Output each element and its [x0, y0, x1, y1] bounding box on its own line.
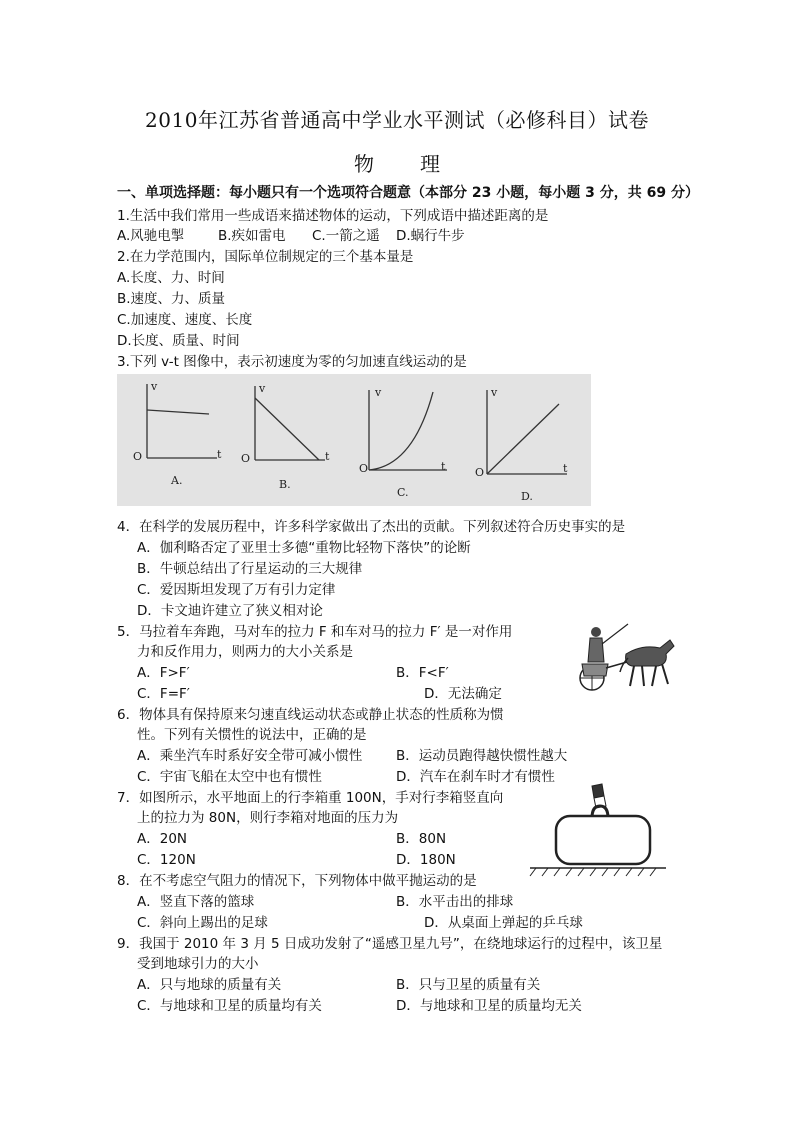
q6-option-b: B．运动员跑得越快惯性越大: [396, 748, 568, 764]
q7-option-b: B．80N: [396, 831, 447, 847]
graph-c-label: C.: [397, 486, 409, 499]
q5-option-b: B．F<F′: [396, 665, 449, 681]
graph-c-v-label: v: [375, 386, 382, 399]
q8-stem: 8．在不考虑空气阻力的情况下，下列物体中做平抛运动的是: [117, 873, 477, 889]
q1-stem: 1.生活中我们常用一些成语来描述物体的运动，下列成语中描述距离的是: [117, 208, 549, 224]
graph-d-origin: O: [475, 466, 485, 479]
q9-option-a: A．只与地球的质量有关: [137, 977, 282, 993]
q7-option-a: A．20N: [137, 831, 188, 847]
graph-d: [471, 374, 589, 506]
q5-stem-line1: 5．马拉着车奔跑，马对车的拉力 F 和车对马的拉力 F′ 是一对作用: [117, 624, 513, 640]
vt-graphs-figure: [117, 374, 591, 506]
q5-option-a: A．F>F′: [137, 665, 190, 681]
q1-option-b: B.疾如雷电: [218, 228, 286, 244]
q7-stem-line1: 7．如图所示，水平地面上的行李箱重 100N，手对行李箱竖直向: [117, 790, 504, 806]
graph-b: [235, 374, 353, 506]
graph-b-v-label: v: [259, 382, 266, 395]
q6-option-c: C．宇宙飞船在太空中也有惯性: [137, 769, 322, 785]
graph-a-t-label: t: [217, 448, 222, 461]
q9-stem-line2: 受到地球引力的大小: [137, 956, 259, 972]
q2-option-c: C.加速度、速度、长度: [117, 312, 253, 328]
q1-option-d: D.蜗行牛步: [396, 228, 465, 244]
graph-b-t-label: t: [325, 450, 330, 463]
graph-a-origin: O: [133, 450, 143, 463]
q6-stem-line1: 6．物体具有保持原来匀速直线运动状态或静止状态的性质称为惯: [117, 707, 504, 723]
q8-option-d: D．从桌面上弹起的乒乓球: [424, 915, 583, 931]
q7-stem-line2: 上的拉力为 80N，则行李箱对地面的压力为: [137, 810, 399, 826]
q3-stem: 3.下列 v-t 图像中，表示初速度为零的匀加速直线运动的是: [117, 354, 467, 370]
q2-option-d: D.长度、质量、时间: [117, 333, 240, 349]
graph-d-v-label: v: [491, 386, 498, 399]
subject-title: 物理: [354, 152, 486, 176]
graph-b-label: B.: [279, 478, 291, 491]
q9-option-b: B．只与卫星的质量有关: [396, 977, 541, 993]
q6-option-a: A．乘坐汽车时系好安全带可减小惯性: [137, 748, 363, 764]
graph-c-t-label: t: [441, 460, 446, 473]
q5-option-c: C．F=F′: [137, 686, 190, 702]
q9-option-d: D．与地球和卫星的质量均无关: [396, 998, 582, 1014]
graph-a-label: A.: [171, 474, 183, 487]
q5-stem-line2: 力和反作用力，则两力的大小关系是: [137, 644, 353, 660]
graph-d-label: D.: [521, 490, 533, 503]
q5-option-d: D．无法确定: [424, 686, 502, 702]
q8-option-b: B．水平击出的排球: [396, 894, 514, 910]
q2-option-b: B.速度、力、质量: [117, 291, 226, 307]
q4-option-c: C．爱因斯坦发现了万有引力定律: [137, 582, 336, 598]
suitcase-illustration: [528, 782, 668, 878]
q7-option-d: D．180N: [396, 852, 456, 868]
q2-stem: 2.在力学范围内，国际单位制规定的三个基本量是: [117, 249, 414, 265]
q8-option-a: A．竖直下落的篮球: [137, 894, 255, 910]
graph-c-origin: O: [359, 462, 369, 475]
graph-a-v-label: v: [151, 380, 158, 393]
q4-stem: 4．在科学的发展历程中，许多科学家做出了杰出的贡献。下列叙述符合历史事实的是: [117, 519, 626, 535]
graph-c: [353, 374, 471, 506]
q2-option-a: A.长度、力、时间: [117, 270, 225, 286]
exam-title: 2010年江苏省普通高中学业水平测试（必修科目）试卷: [145, 108, 649, 132]
q9-stem-line1: 9．我国于 2010 年 3 月 5 日成功发射了“遥感卫星九号”，在绕地球运行的过程中，该卫星: [117, 936, 663, 952]
q8-option-c: C．斜向上踢出的足球: [137, 915, 268, 931]
q6-option-d: D．汽车在刹车时才有惯性: [396, 769, 555, 785]
q7-option-c: C．120N: [137, 852, 196, 868]
graph-b-origin: O: [241, 452, 251, 465]
q1-option-a: A.风驰电掣: [117, 228, 185, 244]
section-heading: 一、单项选择题：每小题只有一个选项符合题意（本部分 23 小题，每小题 3 分，共 69 分）: [117, 185, 699, 201]
graph-d-t-label: t: [563, 462, 568, 475]
q4-option-a: A．伽利略否定了亚里士多德“重物比轻物下落快”的论断: [137, 540, 471, 556]
q4-option-b: B．牛顿总结出了行星运动的三大规律: [137, 561, 363, 577]
q9-option-c: C．与地球和卫星的质量均有关: [137, 998, 322, 1014]
q6-stem-line2: 性。下列有关惯性的说法中，正确的是: [137, 727, 367, 743]
q4-option-d: D．卡文迪许建立了狭义相对论: [137, 603, 323, 619]
horse-chariot-illustration: [572, 614, 682, 696]
q1-option-c: C.一箭之遥: [312, 228, 380, 244]
